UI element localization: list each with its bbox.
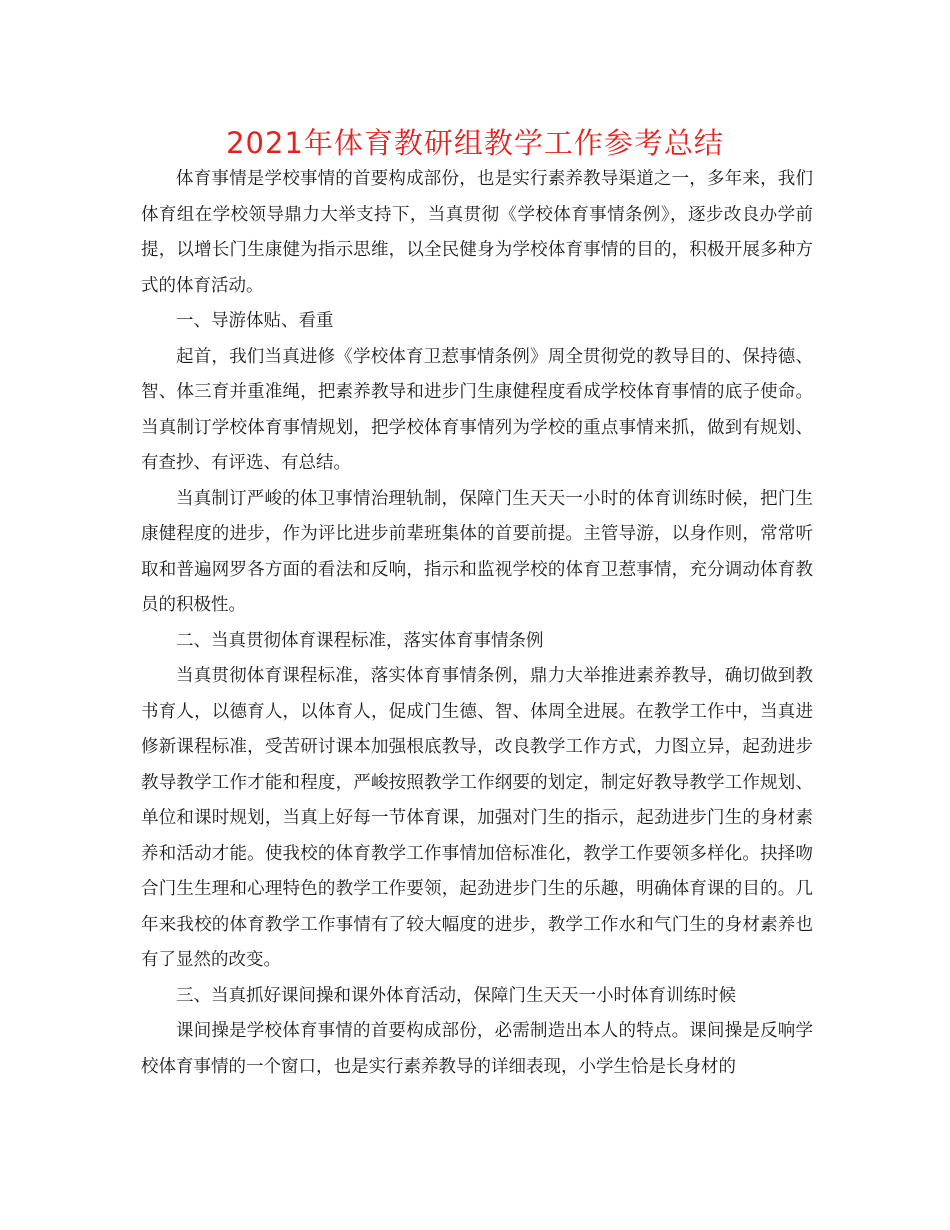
section-heading: 三、当真抓好课间操和课外体育活动，保障门生天天一小时体育训练时候	[176, 985, 736, 1006]
section-heading: 一、导游体贴、看重	[176, 311, 334, 331]
paragraph: 体育事情是学校事情的首要构成部份，也是实行素养教导渠道之一，多年来，我们体育组在学校领导鼎力大举支持下，当真贯彻《学校体育事情条例》，逐步改良办学前提，以增长门生康健为指示思维，以全民健身为学校体育事情的目的，积极开展多种方式的体育活动。	[141, 169, 813, 296]
paragraph: 课间操是学校体育事情的首要构成部份，必需制造出本人的特点。课间操是反响学校体育事情的一个窗口，也是实行素养教导的详细表现，小学生恰是长身材的	[141, 1021, 813, 1077]
section-heading: 二、当真贯彻体育课程标准，落实体育事情条例	[176, 630, 544, 651]
paragraph: 当真制订严峻的体卫事情治理轨制，保障门生天天一小时的体育训练时候，把门生康健程度的进步，作为评比进步前辈班集体的首要前提。主管导游，以身作则，常常听取和普遍网罗各方面的看法和反响，指示和监视学校的体育卫惹事情，充分调动体育教员的积极性。	[141, 488, 813, 615]
paragraph: 起首，我们当真进修《学校体育卫惹事情条例》周全贯彻党的教导目的、保持德、智、体三育并重准绳，把素养教导和进步门生康健程度看成学校体育事情的底子使命。当真制订学校体育事情规划，把学校体育事情列为学校的重点事情来抓，做到有规划、有查抄、有评选、有总结。	[141, 346, 813, 473]
paragraph: 当真贯彻体育课程标准，落实体育事情条例，鼎力大举推进素养教导，确切做到教书育人，以德育人，以体育人，促成门生德、智、体周全进展。在教学工作中，当真进修新课程标准，受苦研讨课本加强根底教导，改良教学工作方式，力图立异，起劲进步教导教学工作才能和程度，严峻按照教学工作纲要的划定，制定好教导教学工作规划、单位和课时规划，当真上好每一节体育课，加强对门生的指示，起劲进步门生的身材素养和活动才能。使我校的体育教学工作事情加倍标准化，教学工作要领多样化。抉择吻合门生生理和心理特色的教学工作要领，起劲进步门生的乐趣，明确体育课的目的。几年来我校的体育教学工作事情有了较大幅度的进步，教学工作水和气门生的身材素养也有了显然的改变。	[141, 666, 813, 970]
document-body	[141, 162, 813, 1085]
document-title: 2021年体育教研组教学工作参考总结	[226, 126, 724, 160]
